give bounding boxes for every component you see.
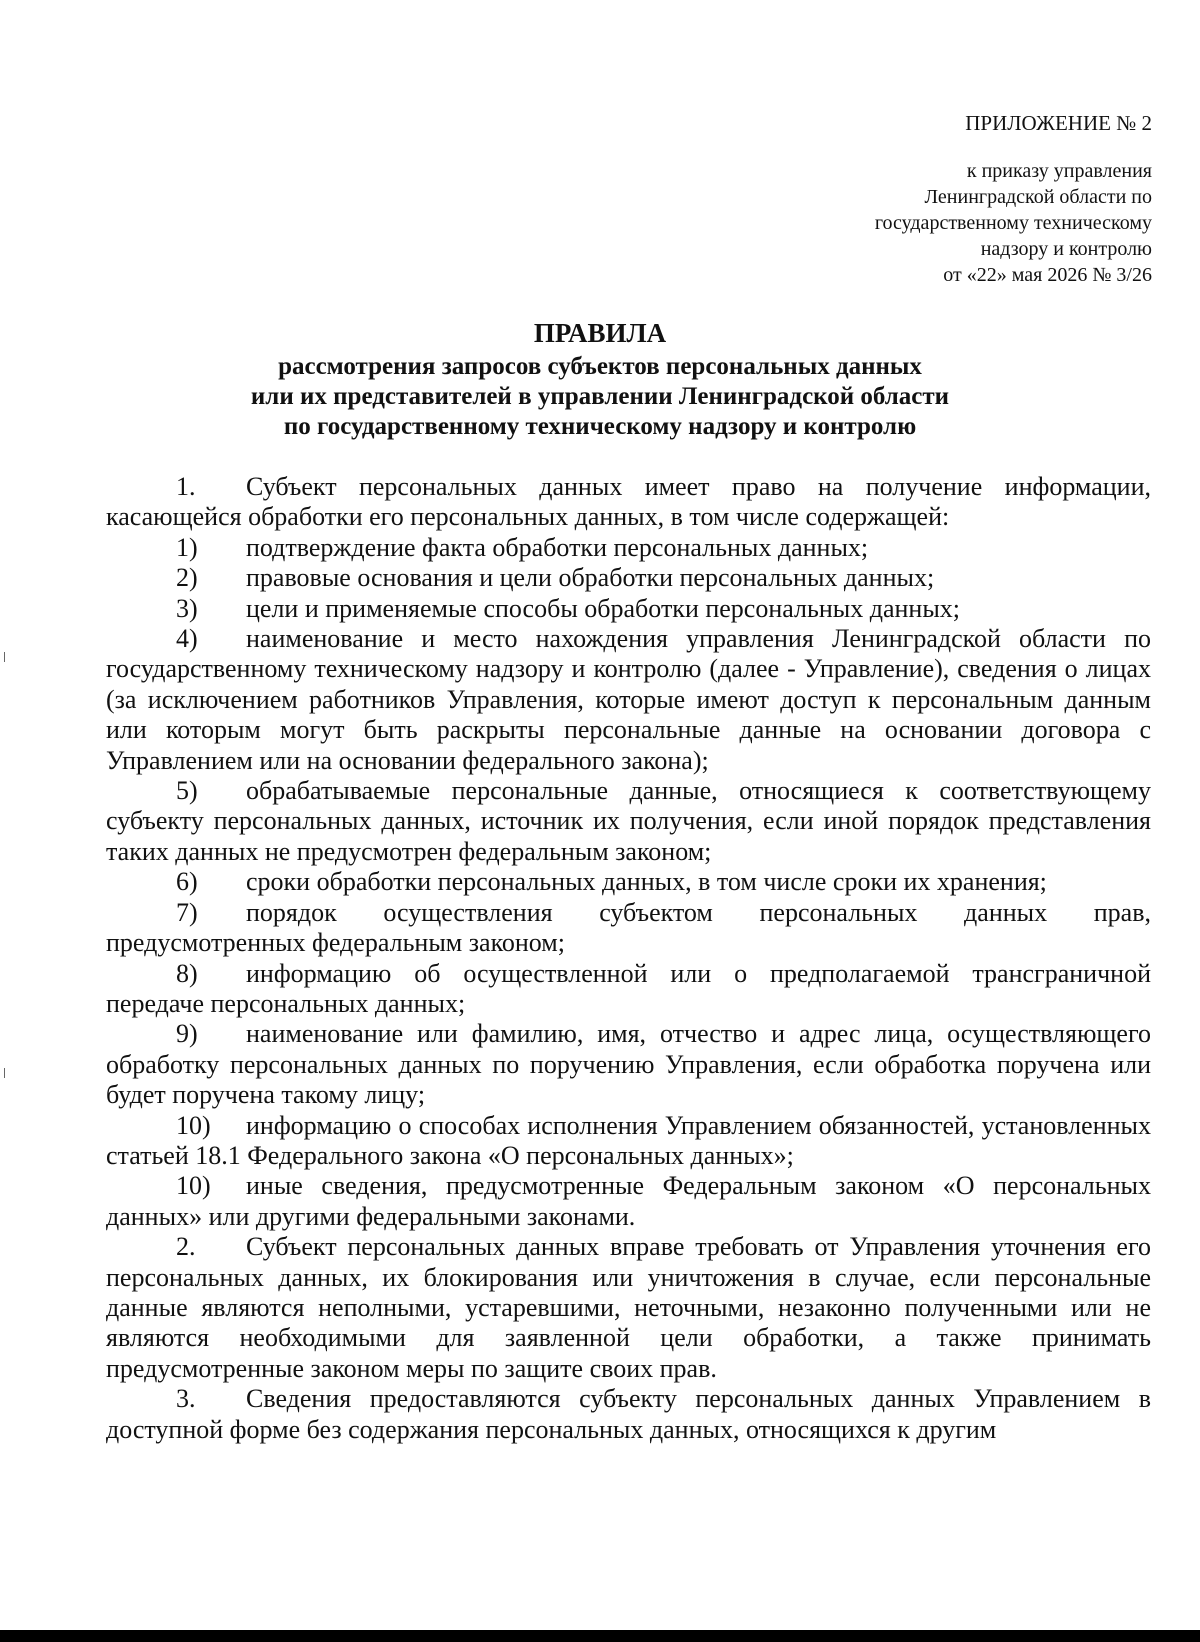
paragraph-text: Субъект персональных данных имеет право на получение информации, касающейся обработки его персональных данных, в том числе содержащей: bbox=[106, 472, 1151, 532]
paragraph-text: иные сведения, предусмотренные Федеральным законом «О персональных данных» или другими федеральными законами. bbox=[106, 1171, 1151, 1231]
paragraph bbox=[106, 1019, 1151, 1110]
paragraph bbox=[106, 959, 1151, 1020]
appendix-title: ПРИЛОЖЕНИЕ № 2 bbox=[965, 111, 1152, 135]
paragraph-number: 1. bbox=[176, 472, 196, 501]
document-title bbox=[0, 316, 1200, 442]
paragraph-number: 3. bbox=[176, 1384, 196, 1414]
paragraph-number: 2) bbox=[176, 563, 198, 593]
title-main: ПРАВИЛА bbox=[533, 318, 667, 348]
paragraph-text: Сведения предоставляются субъекту персональных данных Управлением в доступной форме без содержания персональных данных, относящихся к другим bbox=[106, 1384, 1151, 1444]
paragraph-text: наименование или фамилию, имя, отчество и адрес лица, осуществляющего обработку персональных данных по поручению Управления, если обработка поручена или будет поручена такому лицу; bbox=[106, 1019, 1151, 1110]
paragraph bbox=[106, 563, 1151, 593]
paragraph bbox=[106, 1232, 1151, 1384]
document-body bbox=[106, 472, 1151, 1445]
paragraph-number: 3) bbox=[176, 593, 198, 623]
paragraph bbox=[106, 1111, 1151, 1172]
paragraph-text: обрабатываемые персональные данные, относящиеся к соответствующему субъекту персональных данных, источник их получения, если иной порядок представления таких данных не предусмотрен федеральным законом; bbox=[106, 776, 1151, 866]
paragraph-number: 9) bbox=[176, 1019, 198, 1049]
paragraph-number: 4) bbox=[176, 624, 198, 654]
paragraph bbox=[106, 898, 1151, 959]
paragraph bbox=[106, 776, 1151, 867]
paragraph-text: информацию о способах исполнения Управлением обязанностей, установленных статьей 18.1 Федерального закона «О персональных данных»; bbox=[106, 1110, 1151, 1170]
appendix-line: от «22» мая 2026 № 3/26 bbox=[943, 264, 1152, 286]
paragraph-text: порядок осуществления субъектом персональных данных прав, предусмотренных федеральным законом; bbox=[106, 897, 1151, 958]
paragraph-number: 8) bbox=[176, 958, 198, 988]
paragraph bbox=[106, 867, 1151, 897]
paragraph-text: информацию об осуществленной или о предполагаемой трансграничной передаче персональных данных; bbox=[106, 958, 1151, 1018]
paragraph-number: 10) bbox=[176, 1110, 211, 1140]
paragraph-text: цели и применяемые способы обработки персональных данных; bbox=[246, 593, 961, 623]
scan-margin-mark bbox=[4, 652, 5, 662]
paragraph-text: правовые основания и цели обработки персональных данных; bbox=[246, 563, 935, 593]
scan-bottom-edge bbox=[0, 1630, 1200, 1642]
paragraph bbox=[106, 594, 1151, 624]
paragraph bbox=[106, 624, 1151, 776]
paragraph bbox=[106, 533, 1151, 563]
paragraph bbox=[106, 472, 1151, 533]
paragraph bbox=[106, 1171, 1151, 1232]
title-subline: по государственному техническому надзору и контролю bbox=[283, 413, 917, 440]
appendix-line: надзору и контролю bbox=[980, 238, 1152, 260]
title-subline: рассмотрения запросов субъектов персональных данных bbox=[278, 353, 922, 380]
paragraph-number: 5) bbox=[176, 776, 198, 806]
paragraph bbox=[106, 1384, 1151, 1445]
paragraph-text: подтверждение факта обработки персональных данных; bbox=[246, 532, 869, 562]
paragraph-text: Субъект персональных данных вправе требовать от Управления уточнения его персональных данных, их блокирования или уничтожения в случае, если персональные данные являются неполными, устаревшими, неточными, незаконно полученными или не являются необходимыми для заявленной цели обработки, а также принимать предусмотренные законом меры по защите своих прав. bbox=[106, 1232, 1151, 1383]
appendix-line: к приказу управления bbox=[966, 160, 1152, 182]
title-subline: или их представителей в управлении Ленинградской области bbox=[250, 383, 950, 410]
paragraph-text: сроки обработки персональных данных, в том числе сроки их хранения; bbox=[246, 867, 1047, 897]
paragraph-number: 2. bbox=[176, 1232, 196, 1262]
appendix-line: Ленинградской области по bbox=[924, 186, 1152, 208]
paragraph-text: наименование и место нахождения управления Ленинградской области по государственному техническому надзору и контролю (далее - Управление), сведения о лицах (за исключением работников Управления, которые имеют доступ к персональным данным или которым могут быть раскрыты персональные данные на основании договора с Управлением или на основании федерального закона); bbox=[106, 624, 1151, 775]
paragraph-number: 1) bbox=[176, 532, 198, 562]
paragraph-number: 7) bbox=[176, 897, 198, 927]
appendix-line: государственному техническому bbox=[874, 212, 1152, 234]
scan-margin-mark bbox=[4, 1068, 5, 1078]
paragraph-number: 10) bbox=[176, 1171, 211, 1201]
paragraph-number: 6) bbox=[176, 867, 198, 897]
appendix-header bbox=[875, 110, 1152, 288]
